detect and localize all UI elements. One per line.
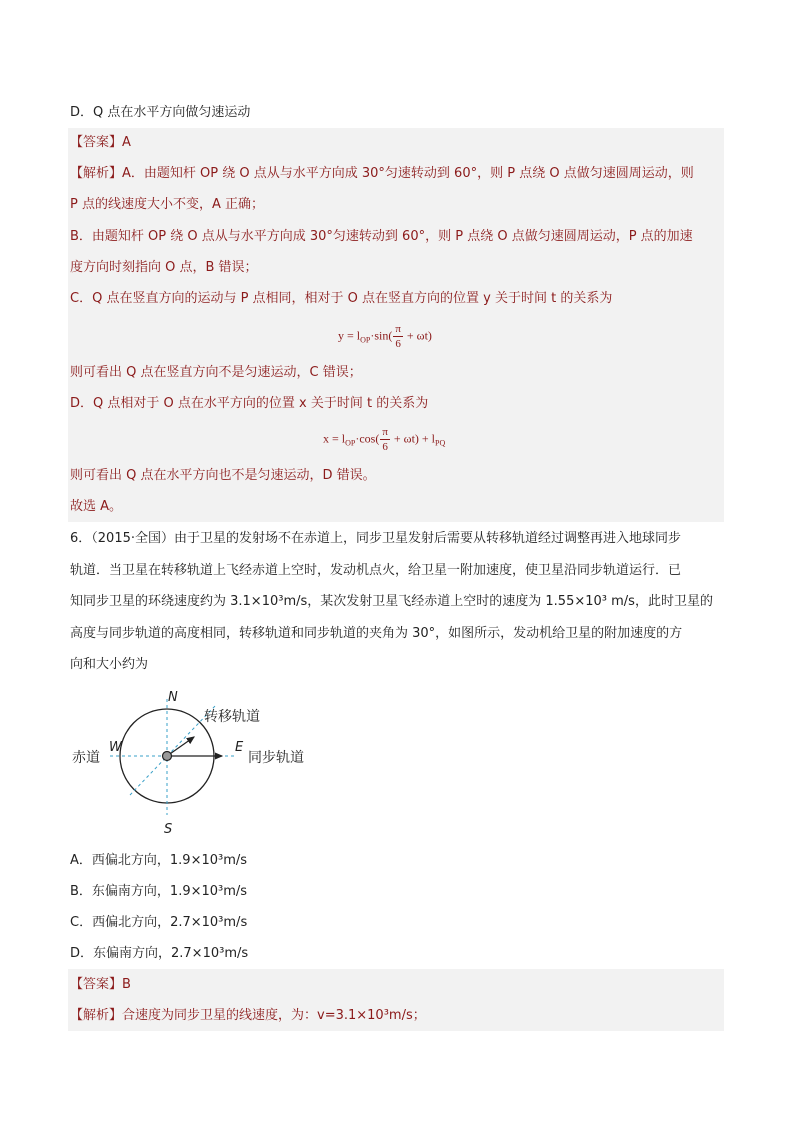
formula-subscript: OP: [345, 438, 356, 448]
sync-orbit-label: 同步轨道: [248, 750, 304, 766]
fraction-numerator: π: [382, 426, 388, 438]
option-a: A．西偏北方向，1.9×10³m/s: [70, 853, 248, 868]
previous-option-d: D．Q 点在水平方向做匀速运动: [70, 105, 251, 120]
question-6-line-1: 6．（2015·全国）由于卫星的发射场不在赤道上，同步卫星发射后需要从转移轨道经过调整再进入地球同步: [70, 531, 681, 546]
south-label: S: [164, 822, 173, 837]
fraction: [393, 322, 403, 351]
question-6-line-4: 高度与同步轨道的高度相同，转移轨道和同步轨道的夹角为 30°，如图所示，发动机给卫星的附加速度的方: [70, 626, 683, 641]
formula-text: ·cos(: [355, 431, 380, 446]
east-label: E: [235, 740, 244, 755]
fraction-denominator: 6: [382, 441, 388, 453]
analysis-tag: 【解析】: [70, 166, 123, 181]
transfer-orbit-label: 转移轨道: [204, 709, 260, 725]
option-c: C．西偏北方向，2.7×10³m/s: [70, 915, 248, 930]
fraction-numerator: π: [395, 323, 401, 335]
formula-text: y = l: [338, 328, 361, 343]
formula-y: [338, 322, 432, 351]
fraction-denominator: 6: [395, 338, 401, 350]
formula-subscript: OP: [360, 335, 371, 345]
west-label: W: [109, 740, 122, 755]
formula-x: [323, 425, 445, 454]
equator-label: 赤道: [72, 750, 100, 766]
analysis-line-a1: [70, 165, 694, 183]
fraction: [380, 425, 390, 454]
formula-subscript: PQ: [435, 438, 446, 448]
analysis-line-d1: D．Q 点相对于 O 点在水平方向的位置 x 关于时间 t 的关系为: [70, 396, 429, 411]
formula-text: + ωt) + l: [390, 431, 436, 446]
analysis-line-a2: P 点的线速度大小不变，A 正确；: [70, 197, 264, 212]
option-b: B．东偏南方向，1.9×10³m/s: [70, 884, 248, 899]
question-6-line-5: 向和大小约为: [70, 657, 149, 672]
analysis-text: A．由题知杆 OP 绕 O 点从与水平方向成 30°匀速转动到 60°，则 P 点绕 O 点做匀速圆周运动，则: [122, 166, 694, 181]
conclusion: 故选 A。: [70, 499, 123, 514]
formula-text: + ωt): [403, 328, 432, 343]
formula-text: ·sin(: [370, 328, 393, 343]
analysis-line-b2: 度方向时刻指向 O 点，B 错误；: [70, 260, 258, 275]
answer-label: 【答案】B: [70, 977, 131, 992]
analysis-line-b1: B．由题知杆 OP 绕 O 点从与水平方向成 30°匀速转动到 60°，则 P 点绕 O 点做匀速圆周运动，P 点的加速: [70, 229, 693, 244]
north-label: N: [168, 690, 178, 705]
orbit-diagram: [72, 685, 332, 837]
question-6-line-2: 轨道．当卫星在转移轨道上飞经赤道上空时，发动机点火，给卫星一附加速度，使卫星沿同步轨道运行．已: [70, 563, 682, 578]
formula-text: x = l: [323, 431, 346, 446]
satellite-dot: [163, 752, 172, 761]
analysis-line-d2: 则可看出 Q 点在水平方向也不是匀速运动，D 错误。: [70, 468, 376, 483]
option-d: D．东偏南方向，2.7×10³m/s: [70, 946, 249, 961]
analysis-line-c1: C．Q 点在竖直方向的运动与 P 点相同，相对于 O 点在竖直方向的位置 y 关于时间 t 的关系为: [70, 291, 613, 306]
analysis-line: 【解析】合速度为同步卫星的线速度，为：v=3.1×10³m/s；: [70, 1008, 426, 1023]
question-6-line-3: 知同步卫星的环绕速度约为 3.1×10³m/s，某次发射卫星飞经赤道上空时的速度为 1.55×10³ m/s，此时卫星的: [70, 594, 713, 609]
answer-label: 【答案】A: [70, 135, 131, 150]
analysis-line-c2: 则可看出 Q 点在竖直方向不是匀速运动，C 错误；: [70, 365, 362, 380]
